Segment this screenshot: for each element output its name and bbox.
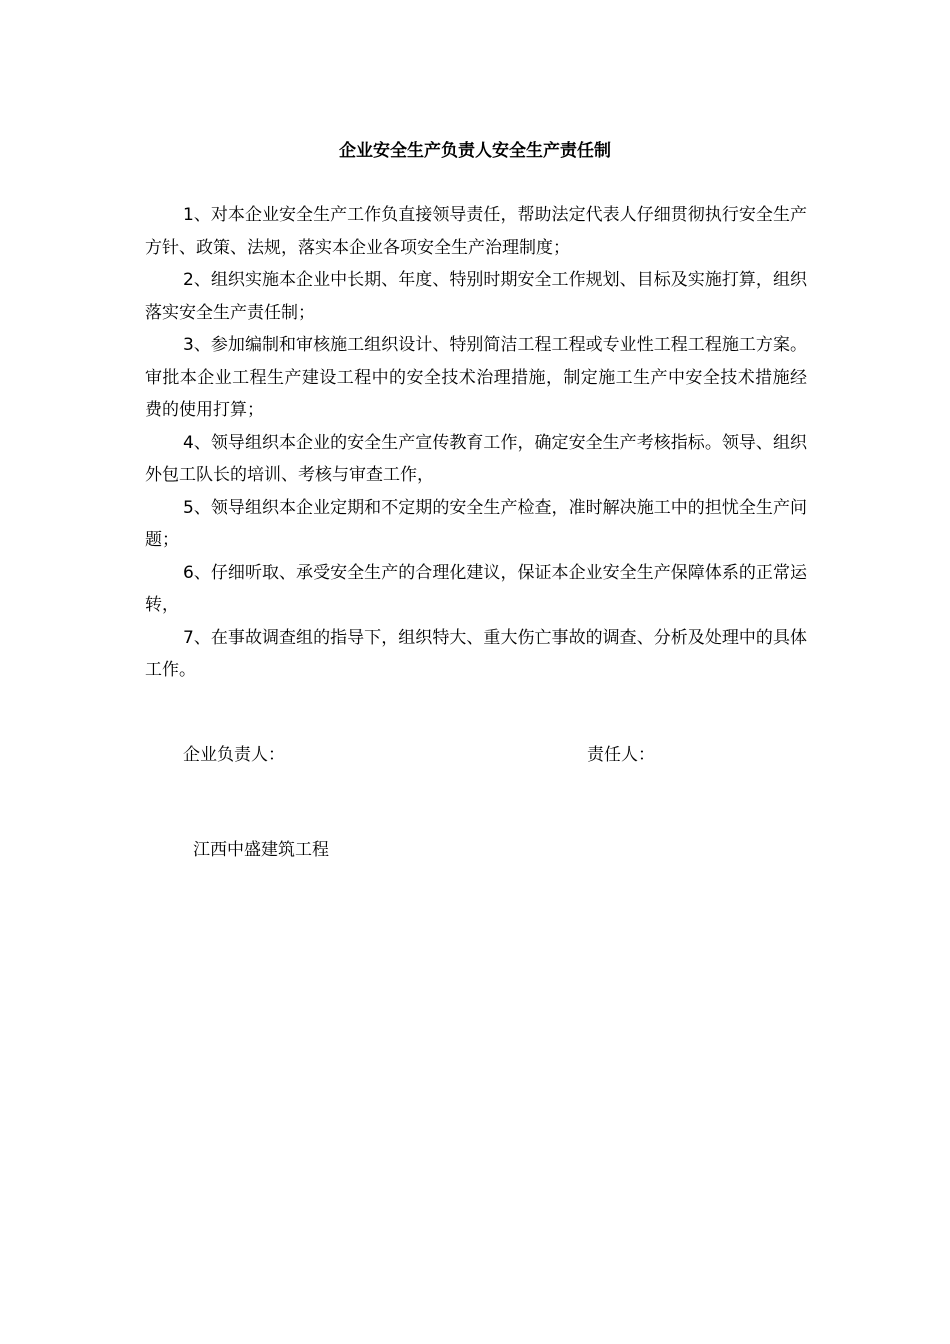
item-number: 2	[183, 270, 194, 290]
list-item	[145, 199, 807, 264]
list-item	[145, 329, 807, 427]
list-item	[145, 427, 807, 492]
list-item	[145, 264, 807, 329]
list-item	[145, 622, 807, 687]
item-text: 、对本企业安全生产工作负直接领导责任，帮助法定代表人仔细贯彻执行安全生产方针、政策、法规，落实本企业各项安全生产治理制度；	[145, 205, 807, 258]
item-number: 4	[183, 432, 194, 453]
company-name: 江西中盛建筑工程	[193, 840, 329, 860]
item-number: 6	[183, 562, 194, 583]
document-title: 企业安全生产负责人安全生产责任制	[339, 141, 611, 161]
item-number: 5	[183, 497, 194, 518]
item-number: 1	[183, 205, 194, 225]
item-text: 、领导组织本企业的安全生产宣传教育工作，确定安全生产考核指标。领导、组织外包工队长的培训、考核与审查工作，	[145, 432, 807, 485]
enterprise-leader-label: 企业负责人：	[183, 745, 285, 765]
list-item	[145, 492, 807, 557]
document-body	[145, 199, 807, 687]
item-text: 、组织实施本企业中长期、年度、特别时期安全工作规划、目标及实施打算，组织落实安全生产责任制；	[145, 270, 807, 323]
responsible-person-label: 责任人：	[587, 745, 655, 765]
item-number: 3	[183, 335, 194, 355]
item-text: 、在事故调查组的指导下，组织特大、重大伤亡事故的调查、分析及处理中的具体工作。	[145, 627, 807, 680]
item-text: 、参加编制和审核施工组织设计、特别简洁工程工程或专业性工程工程施工方案。审批本企业工程生产建设工程中的安全技术治理措施，制定施工生产中安全技术措施经费的使用打算；	[145, 335, 807, 420]
item-number: 7	[183, 627, 194, 648]
item-text: 、仔细听取、承受安全生产的合理化建议，保证本企业安全生产保障体系的正常运转，	[145, 562, 807, 615]
item-text: 、领导组织本企业定期和不定期的安全生产检查，准时解决施工中的担忧全生产问题；	[145, 497, 807, 550]
list-item	[145, 557, 807, 622]
